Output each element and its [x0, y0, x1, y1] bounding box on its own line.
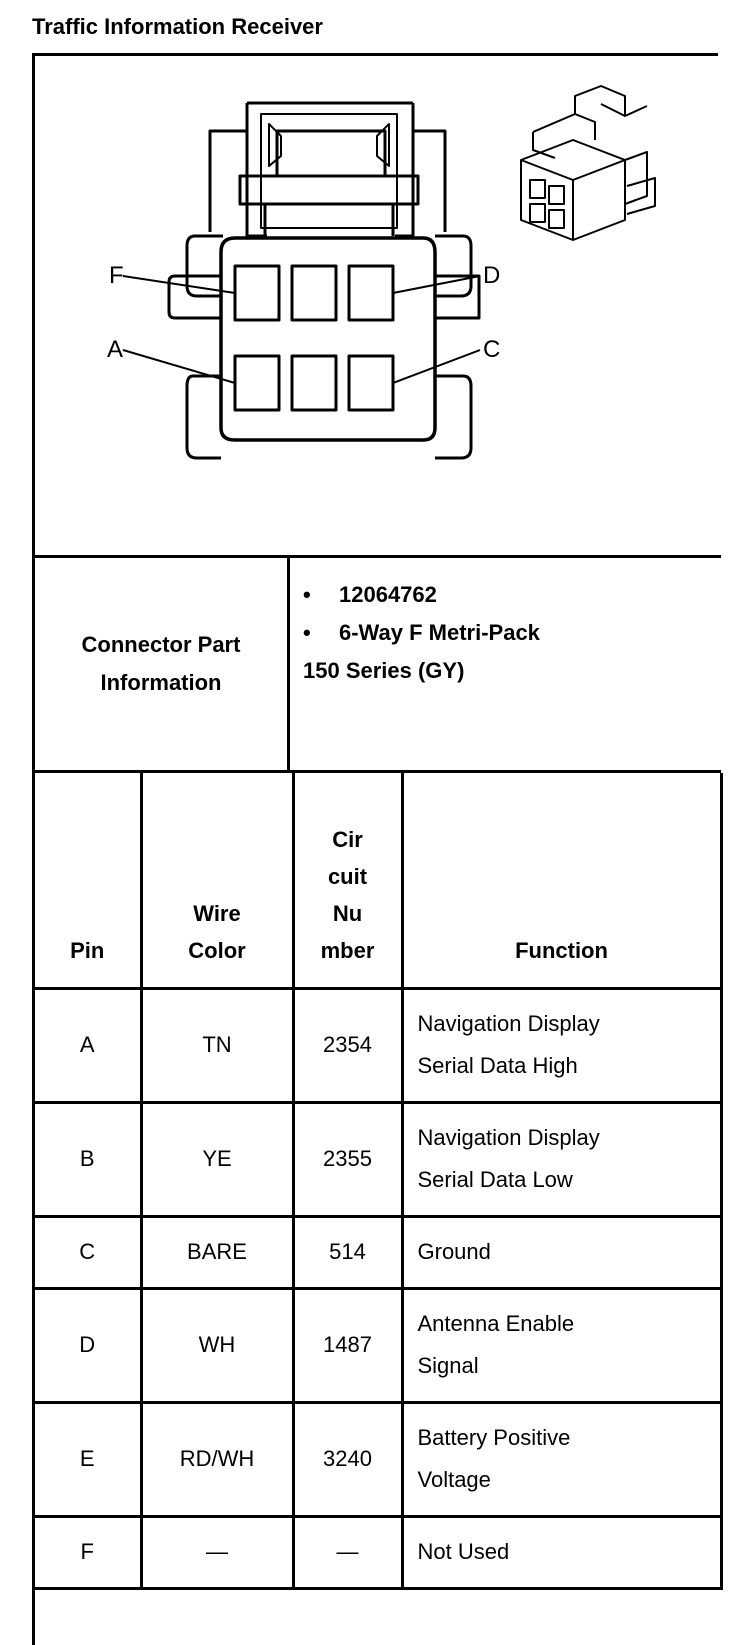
function-cell: Battery Positive Voltage	[402, 1402, 721, 1516]
table-row	[35, 988, 721, 1102]
pin-cell: F	[35, 1516, 141, 1588]
connector-part-label	[35, 558, 290, 770]
circuit-cell: 2355	[293, 1102, 402, 1216]
wire-color-cell: BARE	[141, 1216, 293, 1288]
connector-diagram	[35, 56, 721, 558]
connector-label-line2: Information	[100, 670, 222, 695]
pin-cell: D	[35, 1288, 141, 1402]
header-wire-color: Wire Color	[141, 773, 293, 988]
connector-part-info	[35, 558, 721, 773]
pin-label-c: C	[483, 336, 501, 363]
table-header-row	[35, 773, 721, 988]
function-cell: Navigation Display Serial Data High	[402, 988, 721, 1102]
pin-label-d: D	[483, 262, 501, 289]
circuit-cell: 2354	[293, 988, 402, 1102]
header-pin: Pin	[35, 773, 141, 988]
pin-cell: E	[35, 1402, 141, 1516]
connector-type-item: • 6-Way F Metri-Pack	[303, 620, 540, 645]
function-cell: Antenna Enable Signal	[402, 1288, 721, 1402]
pinout-table	[35, 773, 723, 1590]
header-circuit-number: Cir cuit Nu mber	[293, 773, 402, 988]
table-row	[35, 1402, 721, 1516]
function-cell: Ground	[402, 1216, 721, 1288]
circuit-cell: 1487	[293, 1288, 402, 1402]
connector-sheet	[32, 53, 718, 1645]
page-title: Traffic Information Receiver	[32, 14, 323, 39]
circuit-cell: 514	[293, 1216, 402, 1288]
table-row	[35, 1102, 721, 1216]
circuit-cell: 3240	[293, 1402, 402, 1516]
connector-series: 150 Series (GY)	[303, 658, 465, 683]
function-cell: Not Used	[402, 1516, 721, 1588]
pin-cell: A	[35, 988, 141, 1102]
circuit-cell: —	[293, 1516, 402, 1588]
wire-color-cell: YE	[141, 1102, 293, 1216]
connector-part-values	[303, 576, 540, 690]
pin-cell: C	[35, 1216, 141, 1288]
header-function: Function	[402, 773, 721, 988]
pin-label-a: A	[107, 336, 124, 363]
pin-cell: B	[35, 1102, 141, 1216]
connector-face-drawing	[35, 56, 715, 554]
wire-color-cell: WH	[141, 1288, 293, 1402]
table-row	[35, 1288, 721, 1402]
wire-color-cell: —	[141, 1516, 293, 1588]
pin-label-f: F	[109, 262, 124, 289]
function-cell: Navigation Display Serial Data Low	[402, 1102, 721, 1216]
wire-color-cell: TN	[141, 988, 293, 1102]
wire-color-cell: RD/WH	[141, 1402, 293, 1516]
table-row	[35, 1516, 721, 1588]
table-row	[35, 1216, 721, 1288]
part-number-item: • 12064762	[303, 582, 437, 607]
connector-label-line1: Connector Part	[81, 632, 241, 657]
